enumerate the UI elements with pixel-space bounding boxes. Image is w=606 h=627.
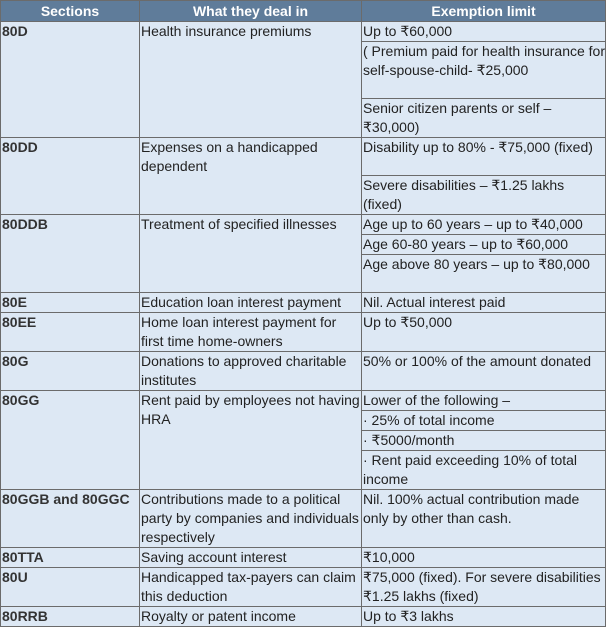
deal-cell: Home loan interest payment for first time home-owners bbox=[140, 313, 362, 352]
deal-cell: Education loan interest payment bbox=[140, 293, 362, 313]
header-sections: Sections bbox=[1, 1, 140, 22]
limit-cell: ( Premium paid for health insurance for self-spouse-child- ₹25,000 bbox=[362, 42, 606, 99]
section-cell: 80D bbox=[1, 22, 140, 138]
limit-cell: Severe disabilities – ₹1.25 lakhs (fixed) bbox=[362, 176, 606, 215]
table-row bbox=[1, 138, 606, 176]
table-row bbox=[1, 293, 606, 313]
section-cell: 80TTA bbox=[1, 548, 140, 568]
table-row bbox=[1, 490, 606, 548]
section-cell: 80U bbox=[1, 568, 140, 607]
deal-cell: Royalty or patent income bbox=[140, 607, 362, 627]
section-cell: 80GG bbox=[1, 391, 140, 490]
limit-cell: 50% or 100% of the amount donated bbox=[362, 352, 606, 391]
table-row bbox=[1, 313, 606, 352]
table-row bbox=[1, 22, 606, 42]
limit-cell: ₹75,000 (fixed). For severe disabilities ₹1.25 lakhs (fixed) bbox=[362, 568, 606, 607]
limit-cell: Senior citizen parents or self –₹30,000) bbox=[362, 99, 606, 138]
deal-cell: Saving account interest bbox=[140, 548, 362, 568]
limit-cell: Age up to 60 years – up to ₹40,000 bbox=[362, 215, 606, 235]
deal-cell: Contributions made to a political party by companies and individuals respectively bbox=[140, 490, 362, 548]
section-cell: 80E bbox=[1, 293, 140, 313]
limit-cell: · Rent paid exceeding 10% of total income bbox=[362, 451, 606, 490]
section-cell: 80DD bbox=[1, 138, 140, 215]
section-cell: 80GGB and 80GGC bbox=[1, 490, 140, 548]
table-row bbox=[1, 607, 606, 627]
table-row bbox=[1, 548, 606, 568]
table-row bbox=[1, 391, 606, 411]
limit-cell: Nil. 100% actual contribution made only by other than cash. bbox=[362, 490, 606, 548]
limit-cell: · ₹5000/month bbox=[362, 431, 606, 451]
header-what-they-deal-in: What they deal in bbox=[140, 1, 362, 22]
limit-cell: Up to ₹3 lakhs bbox=[362, 607, 606, 627]
deal-cell: Treatment of specified illnesses bbox=[140, 215, 362, 293]
limit-cell: Up to ₹60,000 bbox=[362, 22, 606, 42]
section-cell: 80EE bbox=[1, 313, 140, 352]
deal-cell: Rent paid by employees not having HRA bbox=[140, 391, 362, 490]
limit-cell: · 25% of total income bbox=[362, 411, 606, 431]
table-row bbox=[1, 352, 606, 391]
section-cell: 80G bbox=[1, 352, 140, 391]
header-row bbox=[1, 1, 606, 22]
limit-cell: Age 60-80 years – up to ₹60,000 bbox=[362, 235, 606, 255]
deal-cell: Donations to approved charitable institutes bbox=[140, 352, 362, 391]
section-cell: 80RRB bbox=[1, 607, 140, 627]
deal-cell: Expenses on a handicapped dependent bbox=[140, 138, 362, 215]
section-cell: 80DDB bbox=[1, 215, 140, 293]
limit-cell: Up to ₹50,000 bbox=[362, 313, 606, 352]
table-row bbox=[1, 215, 606, 235]
limit-cell: Nil. Actual interest paid bbox=[362, 293, 606, 313]
table-row bbox=[1, 568, 606, 607]
limit-cell: Lower of the following – bbox=[362, 391, 606, 411]
deal-cell: Handicapped tax-payers can claim this deduction bbox=[140, 568, 362, 607]
deal-cell: Health insurance premiums bbox=[140, 22, 362, 138]
header-exemption-limit: Exemption limit bbox=[362, 1, 606, 22]
limit-cell: Disability up to 80% - ₹75,000 (fixed) bbox=[362, 138, 606, 176]
limit-cell: ₹10,000 bbox=[362, 548, 606, 568]
limit-cell: Age above 80 years – up to ₹80,000 bbox=[362, 255, 606, 293]
